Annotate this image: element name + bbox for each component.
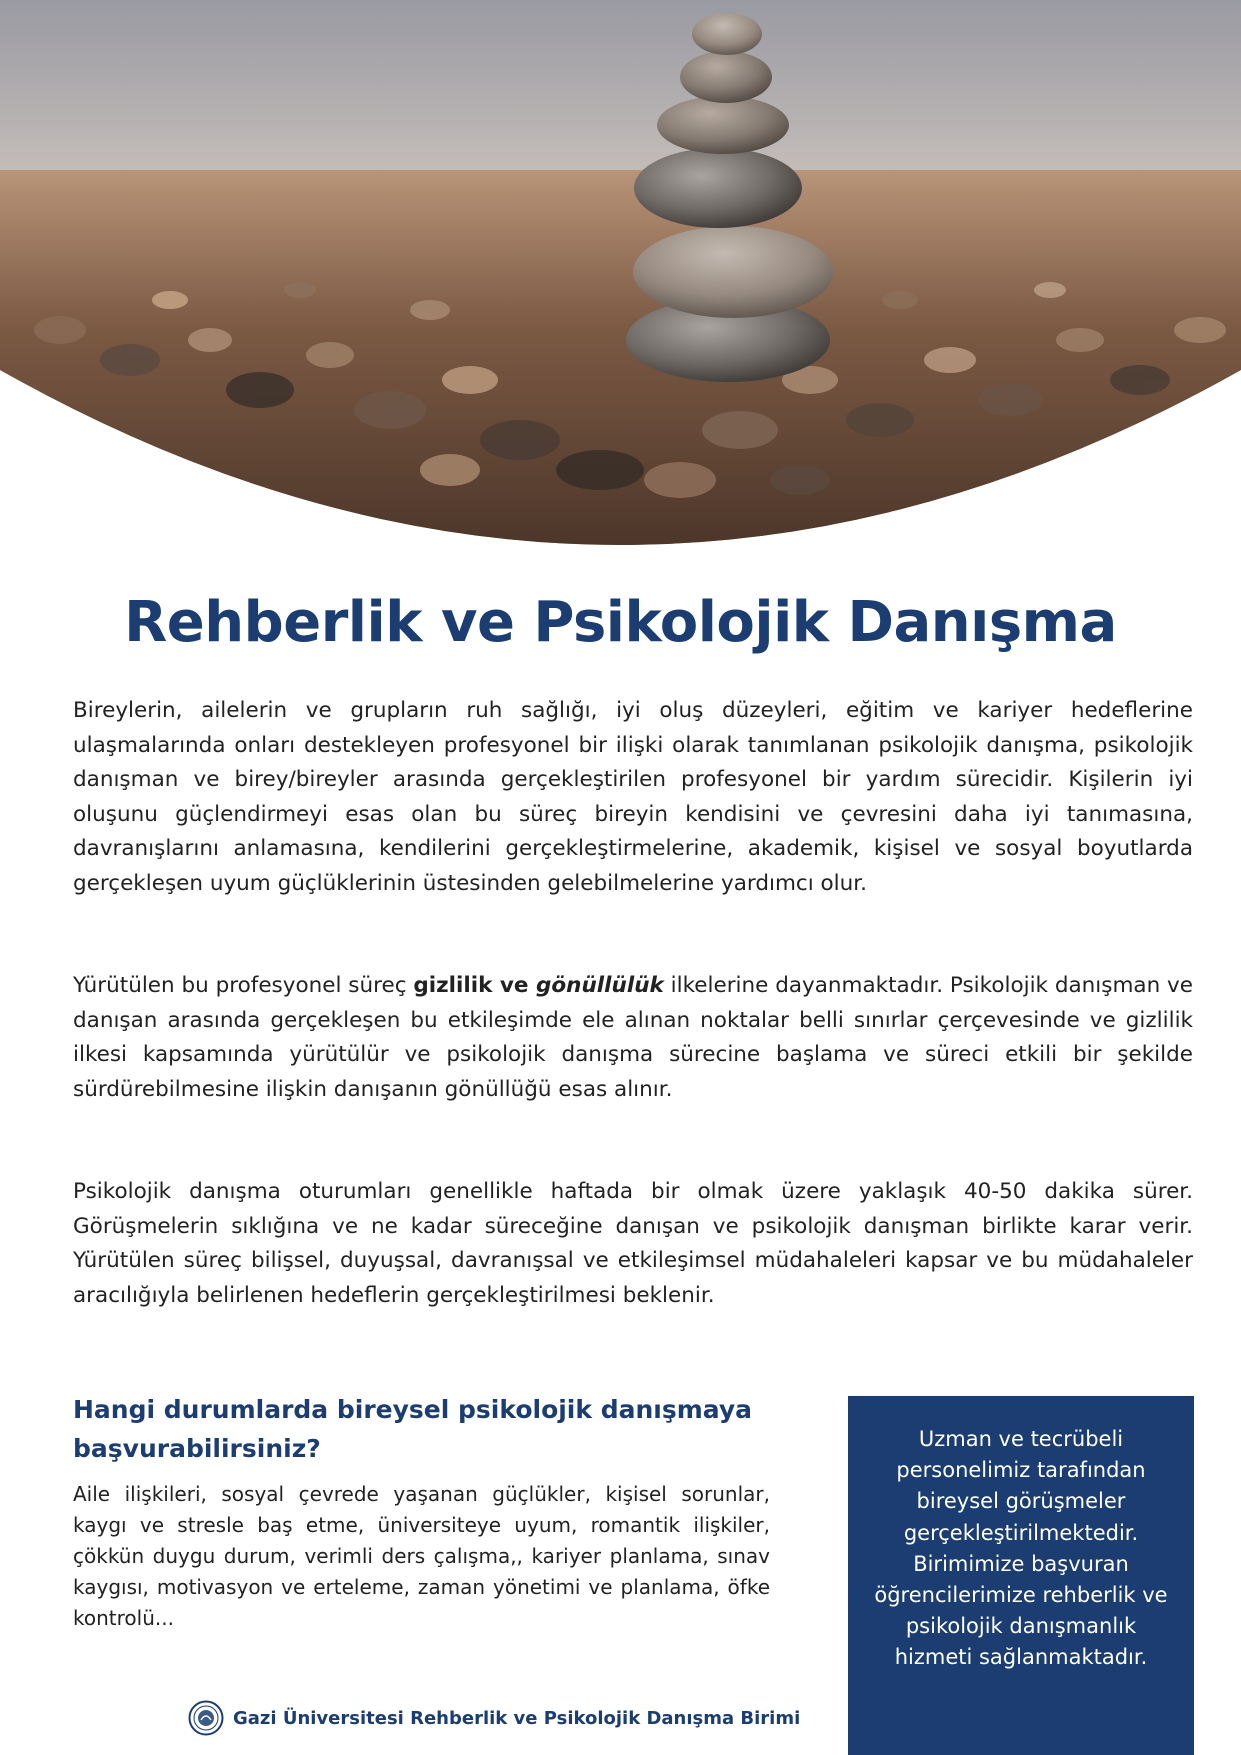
principles-paragraph — [73, 969, 1193, 1107]
intro-paragraph: Bireylerin, ailelerin ve grupların ruh sağlığı, iyi oluş düzeyleri, eğitim ve kariyer hedeflerine ulaşmalarında onları destekleyen profesyonel bir ilişki olarak tanımlanan psikolojik danışma, psikolojik danışman ve birey/bireyler arasında gerçekleştirilen profesyonel bir yardım sürecidir. Kişilerin iyi oluşunu güçlendirmeyi esas olan bu süreç bireyin kendisini ve çevresini daha iyi tanımasına, davranışlarını anlamasına, kendilerini gerçekleştirmelerine, akademik, kişisel ve sosyal boyutlarda gerçekleşen uyum güçlüklerinin üstesinden gelebilmelerine yardımcı olur. — [73, 698, 1193, 896]
page-title: Rehberlik ve Psikolojik Danışma — [124, 590, 1117, 655]
principles-highlight-confidentiality: gizlilik ve — [413, 973, 536, 998]
hero-image — [0, 0, 1241, 560]
situations-text: Aile ilişkileri, sosyal çevrede yaşanan güçlükler, kişisel sorunlar, kaygı ve stresle baş etme, üniversiteye uyum, romantik ilişkiler, çökkün duygu durum, verimli ders çalışma,, kariyer planlama, sınav kaygısı, motivasyon ve erteleme, zaman yönetimi ve planlama, öfke kontrolü... — [73, 1482, 770, 1630]
footer — [188, 1698, 800, 1738]
footer-org-name: Gazi Üniversitesi Rehberlik ve Psikolojik Danışma Birimi — [233, 1707, 801, 1729]
principles-rest: ilkelerine dayanmaktadır. Psikolojik danışman ve danışan arasında gerçekleşen bu etkileşimde ele alınan noktalar belli sınırlar çerçevesinde ve gizlilik ilkesi kapsamında yürütülür ve psikolojik danışma sürecine başlama ve süreci etkili bir şekilde sürdürebilmesine ilişkin danışanın gönüllüğü esas alınır. — [73, 973, 1193, 1102]
university-seal-icon — [188, 1700, 224, 1736]
sessions-paragraph: Psikolojik danışma oturumları genellikle haftada bir olmak üzere yaklaşık 40-50 dakika sürer. Görüşmelerin sıklığına ve ne kadar süreceğine danışan ve psikolojik danışman birlikte karar verir. Yürütülen süreç bilişsel, duyuşsal, davranışsal ve etkileşimsel müdahaleleri kapsar ve bu müdahaleler aracılığıyla belirlenen hedeflerin gerçekleştirilmesi beklenir. — [73, 1179, 1193, 1308]
principles-highlight-voluntariness: gönüllülük — [536, 973, 664, 998]
info-callout-text: Uzman ve tecrübeli personelimiz tarafından bireysel görüşmeler gerçekleştirilmektedir. Birimimize başvuran öğrencilerimize rehberlik ve psikolojik danışmanlık hizmeti sağlanmaktadır. — [874, 1427, 1168, 1670]
principles-lead: Yürütülen bu profesyonel süreç — [73, 973, 414, 998]
info-callout-box — [848, 1396, 1194, 1755]
situations-heading: Hangi durumlarda bireysel psikolojik danışmaya başvurabilirsiniz? — [73, 1395, 753, 1463]
